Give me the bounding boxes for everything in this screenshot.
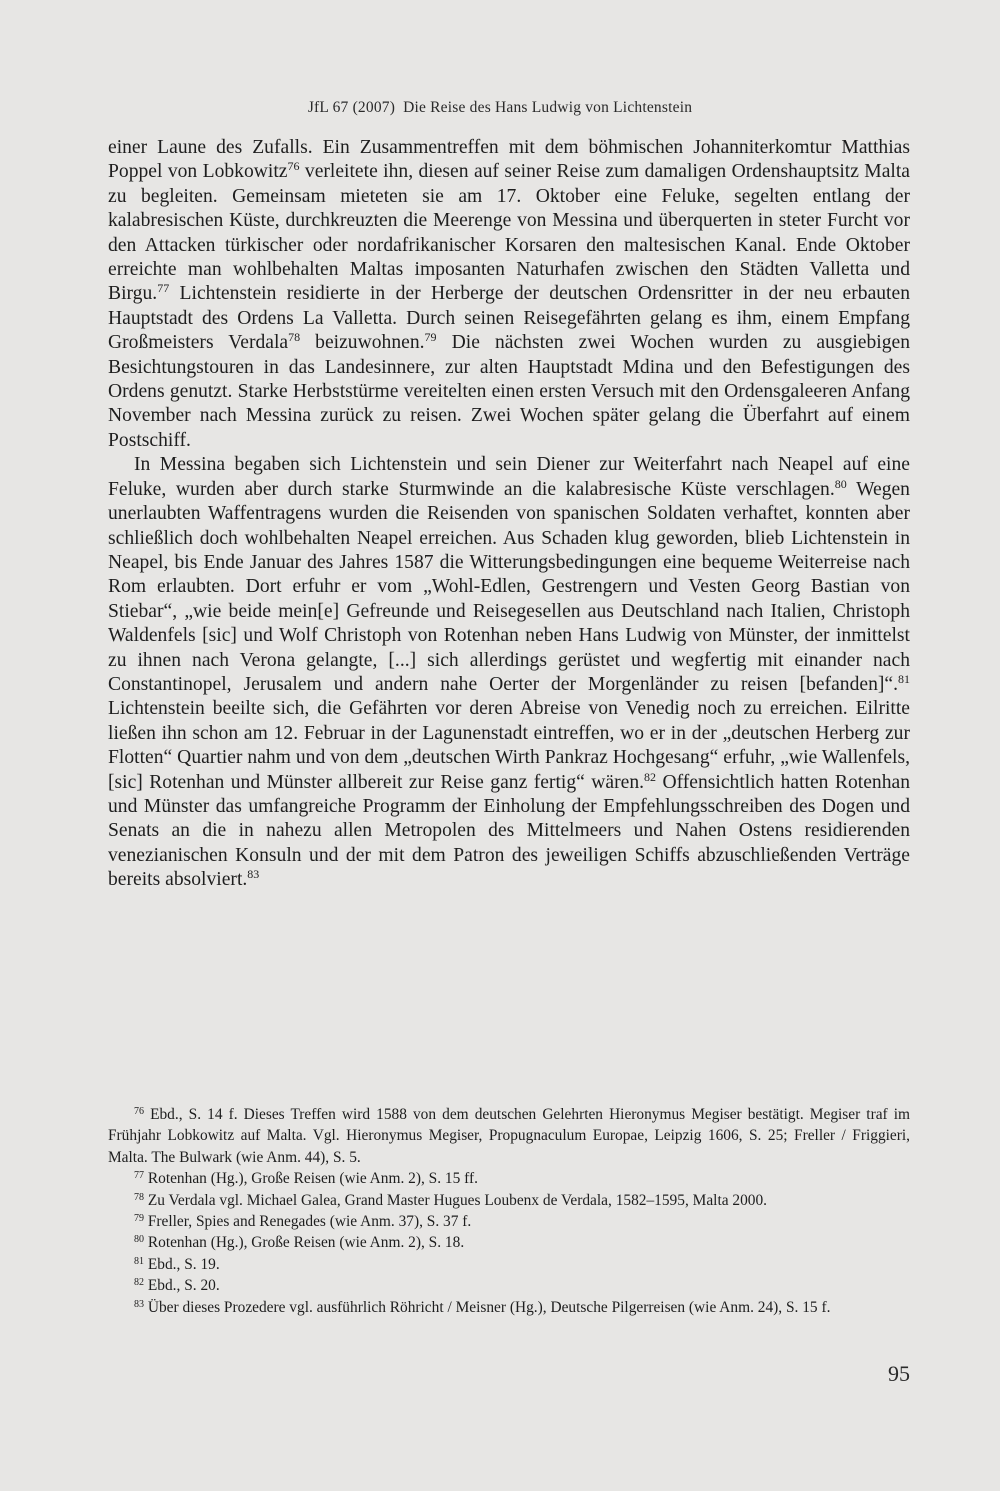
- footnote-text: Über dieses Prozedere vgl. ausführlich Röhricht / Meisner (Hg.), Deutsche Pilgerreisen (wie Anm. 24), S. 15 f.: [147, 1298, 831, 1316]
- footnote-82: [108, 1275, 910, 1296]
- footnote-number: 79: [134, 1213, 144, 1225]
- body-paragraph-1: [108, 136, 910, 453]
- footnote-ref-79[interactable]: 79: [424, 330, 437, 345]
- text-run: beizuwohnen.: [300, 332, 425, 354]
- text-run: Die nächsten zwei Wochen wurden zu ausgiebigen Besichtungstouren in das Landesinnere, zur alten Hauptstadt Mdina und den Befestigungen des Ordens genutzt. Starke Herbststürme vereitelten einen ersten Versuch mit den Ordensgaleeren Anfang November nach Messina zurück zu reisen. Zwei Wochen später gelang die Überfahrt auf einem Postschiff.: [108, 332, 911, 451]
- footnote-number: 82: [134, 1277, 144, 1289]
- footnote-77: [108, 1168, 910, 1189]
- footnote-text: Rotenhan (Hg.), Große Reisen (wie Anm. 2), S. 15 ff.: [147, 1170, 478, 1188]
- footnote-text: Rotenhan (Hg.), Große Reisen (wie Anm. 2), S. 18.: [147, 1234, 465, 1252]
- footnote-number: 80: [134, 1234, 144, 1246]
- text-run: In Messina begaben sich Lichtenstein und sein Diener zur Weiterfahrt nach Neapel auf eine Feluke, wurden aber durch starke Sturmwinde an die kalabresische Küste verschlagen.: [108, 454, 910, 500]
- footnote-number: 83: [134, 1298, 144, 1310]
- text-run: Lichtenstein beeilte sich, die Gefährten vor deren Abreise von Venedig noch zu erreichen. Eilritte ließen ihn schon am 12. Februar in der Lagunenstadt eintreffen, wo er in der „deutschen Herberg zur Flotten“ Quartier nahm und von dem „deutschen Wirth Pankraz Hochgesang“ erfuhr, „wie Wallenfels, [sic] Rotenhan und Münster allbereit zur Reise ganz fertig“ wären.: [108, 698, 910, 793]
- text-run: Lichtenstein residierte in der Herberge der deutschen Ordensritter in der neu erbauten Hauptstadt des Ordens La Valletta. Durch seinen Reisegefährten gelang es ihm, einem Empfang Großmeisters Verdala: [108, 283, 910, 354]
- footnote-81: [108, 1254, 910, 1275]
- footnote-number: 77: [134, 1170, 144, 1182]
- footnote-ref-77[interactable]: 77: [157, 281, 170, 296]
- footnote-text: Zu Verdala vgl. Michael Galea, Grand Master Hugues Loubenx de Verdala, 1582–1595, Malta 2000.: [147, 1191, 768, 1209]
- text-run: Wegen unerlaubten Waffentragens wurden die Reisenden von spanischen Soldaten verhaftet, konnten aber schließlich doch wohlbehalten Neapel erreichen. Aus Schaden klug geworden, blieb Lichtenstein in Neapel, bis Ende Januar des Jahres 1587 die Witterungsbedingungen eine bequeme Weiterreise nach Rom erlaubten. Dort erfuhr er vom „Wohl-Edlen, Gestrengern und Vesten Georg Bastian von Stiebar“, „wie beide mein[e] Gefreunde und Reisegesellen aus Deutschland nach Italien, Christoph Waldenfels [sic] und Wolf Christoph von Rotenhan neben Hans Ludwig von Münster, der inmittelst zu ihnen nach Verona gelangte, [...] sich allerdings gerüstet und wegfertig mit einander nach Constantinopel, Jerusalem und andern nahe Oerter der Morgenländer zu reisen [befanden]“.: [108, 478, 910, 695]
- footnotes: [108, 1104, 910, 1318]
- footnote-text: Ebd., S. 14 f. Dieses Treffen wird 1588 von dem deutschen Gelehrten Hieronymus Megiser bestätigt. Megiser traf im Frühjahr Lobkowitz auf Malta. Vgl. Hieronymus Megiser, Propugnaculum Europae, Leipzig 1606, S. 25; Freller / Friggieri, Malta. The Bulwark (wie Anm. 44), S. 5.: [108, 1106, 910, 1166]
- footnote-ref-78[interactable]: 78: [288, 330, 301, 345]
- text-run: verleitete ihn, diesen auf seiner Reise zum damaligen Ordenshauptsitz Malta zu begleiten. Gemeinsam mieteten sie am 17. Oktober eine Feluke, segelten entlang der kalabresischen Küste, durchkreuzten die Meerenge von Messina und überquerten in steter Furcht vor den Attacken türkischer oder nordafrikanischer Korsaren den maltesischen Kanal. Ende Oktober erreichte man wohlbehalten Maltas imposanten Naturhafen zwischen den Städten Valletta und Birgu.: [108, 161, 910, 305]
- footnote-number: 78: [134, 1191, 144, 1203]
- footnote-ref-82[interactable]: 82: [644, 769, 657, 784]
- footnote-ref-83[interactable]: 83: [247, 867, 260, 882]
- footnote-number: 81: [134, 1255, 144, 1267]
- page-number: 95: [888, 1361, 910, 1386]
- footnote-number: 76: [134, 1106, 144, 1117]
- footnote-ref-80[interactable]: 80: [834, 476, 847, 491]
- footnote-80: [108, 1232, 910, 1253]
- text-run: einer Laune des Zufalls. Ein Zusammentreffen mit dem böhmischen Johanniterkomtur Matthias Poppel von Lobkowitz: [108, 137, 910, 183]
- footnote-text: Freller, Spies and Renegades (wie Anm. 37), S. 37 f.: [147, 1213, 472, 1231]
- footnote-ref-76[interactable]: 76: [287, 159, 300, 174]
- footnote-79: [108, 1211, 910, 1232]
- text-run: Offensichtlich hatten Rotenhan und Münster das umfangreiche Programm der Einholung der Empfehlungsschreiben des Dogen und Senats an die in nahezu allen Metropolen des Mittelmeers und Nahen Ostens residierenden venezianischen Konsuln und der mit dem Patron des jeweiligen Schiffs abzuschließenden Verträge bereits absolviert.: [108, 771, 910, 891]
- footnote-text: Ebd., S. 20.: [147, 1277, 220, 1295]
- running-header: [0, 99, 1000, 117]
- journal-citation: JfL 67 (2007): [307, 99, 396, 116]
- article-title: Die Reise des Hans Ludwig von Lichtenstein: [403, 99, 693, 116]
- footnote-83: [108, 1297, 910, 1318]
- footnote-text: Ebd., S. 19.: [147, 1255, 220, 1273]
- body-paragraph-2: [108, 453, 910, 892]
- footnote-78: [108, 1190, 910, 1211]
- footnote-ref-81[interactable]: 81: [898, 671, 910, 686]
- body-text: [108, 136, 910, 893]
- footnote-76: [108, 1104, 910, 1168]
